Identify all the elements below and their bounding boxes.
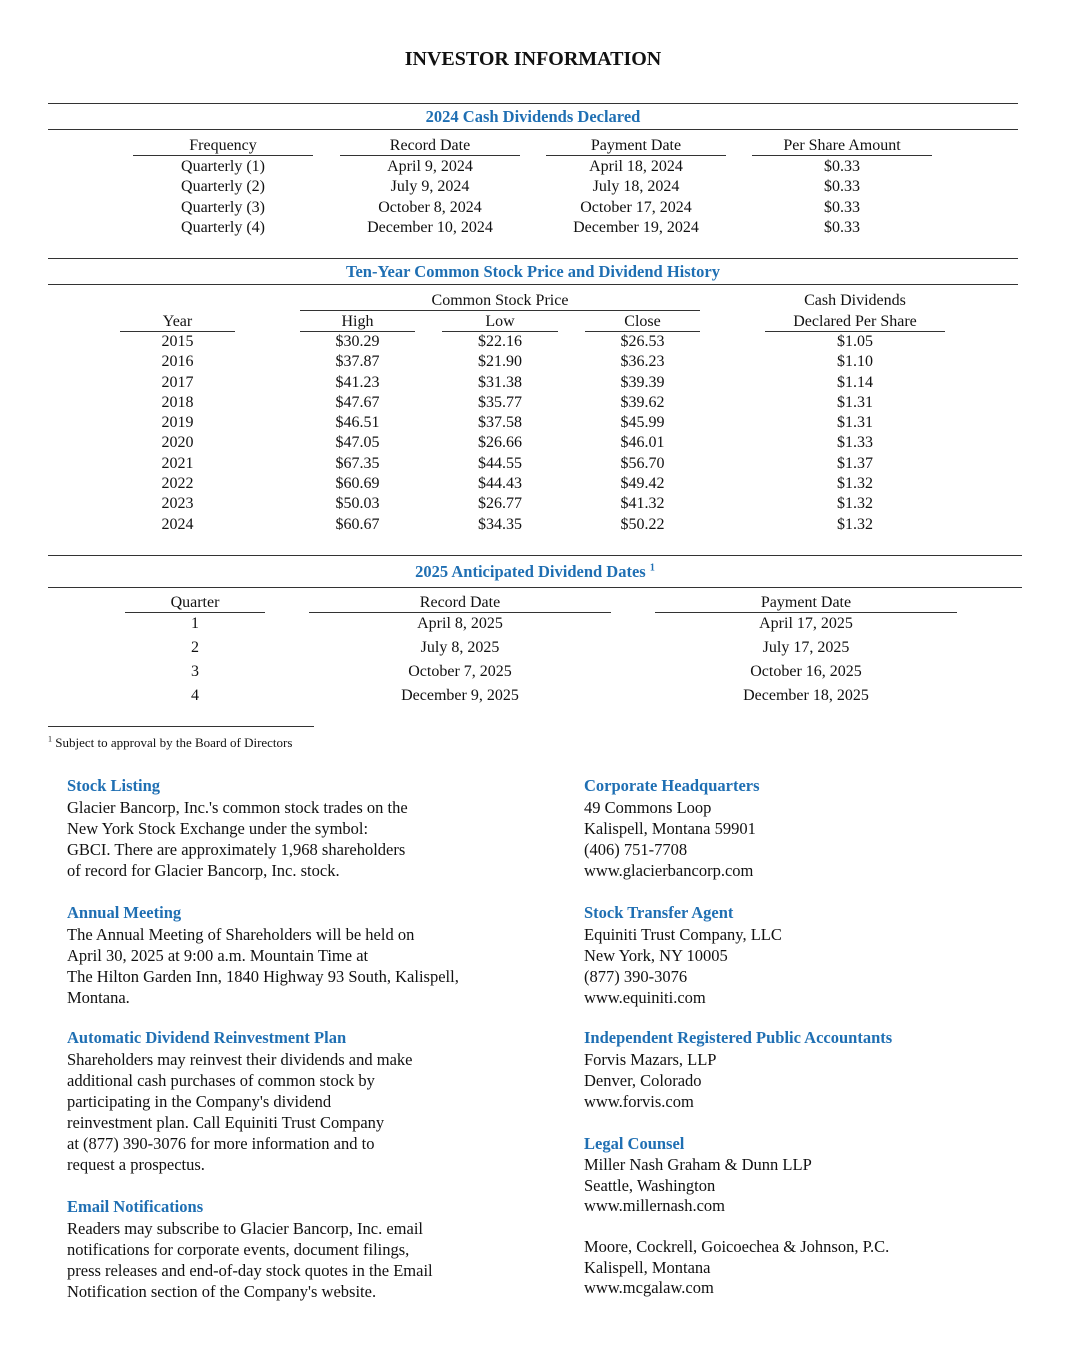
- section-title: Corporate Headquarters: [584, 776, 760, 795]
- table-cell: $1.31: [837, 414, 873, 432]
- section-body: Readers may subscribe to Glacier Bancorp, Inc. email notifications for corporate events, document filings, press releases and end-of-day stock quotes in the Email Notification section of the Company's website.: [67, 1219, 433, 1301]
- table-cell: April 9, 2024: [387, 158, 473, 175]
- section-title: Automatic Dividend Reinvestment Plan: [67, 1028, 347, 1047]
- col-header-quarter: Quarter: [125, 593, 265, 613]
- table-cell: 2016: [161, 353, 194, 371]
- table-cell: $41.23: [335, 373, 380, 391]
- section-corporate-headquarters: [584, 775, 1004, 881]
- table-cell: $37.87: [335, 353, 380, 371]
- table-cell: $22.16: [478, 333, 522, 350]
- section-annual-meeting: [67, 902, 537, 1008]
- table-cell: $60.69: [335, 475, 380, 493]
- section-stock-listing: [67, 775, 537, 881]
- table-cell: $1.32: [837, 475, 873, 493]
- table-cell: April 18, 2024: [589, 158, 683, 175]
- table-cell: $26.77: [478, 495, 522, 513]
- table-cell: 4: [191, 687, 199, 704]
- table-cell: $46.01: [620, 434, 665, 452]
- table-cell: $37.58: [478, 414, 522, 432]
- table-cell: Quarterly (1): [181, 158, 265, 175]
- table-cell: 2023: [161, 495, 194, 513]
- table-cell: 2015: [161, 333, 194, 350]
- section-body: The Annual Meeting of Shareholders will be held on April 30, 2025 at 9:00 a.m. Mountain Time at The Hilton Garden Inn, 1840 Highway 93 South, Kalispell, Montana.: [67, 925, 459, 1007]
- column-high: [300, 332, 415, 535]
- column-record-date: [340, 157, 520, 238]
- footnote-marker: 1: [649, 562, 655, 574]
- divider: [48, 103, 1018, 104]
- divider: [48, 129, 1018, 130]
- section-title: Stock Listing: [67, 776, 161, 795]
- col-header-low: Low: [442, 312, 558, 332]
- table-cell: April 17, 2025: [759, 615, 853, 632]
- column-payment-date: [546, 157, 726, 238]
- section-public-accountants: [584, 1027, 1004, 1112]
- table-cell: 2021: [161, 454, 194, 472]
- table-cell: $67.35: [335, 454, 380, 472]
- table-cell: 2024: [161, 515, 194, 533]
- col-header-year: Year: [120, 312, 235, 332]
- section-heading-history: Ten-Year Common Stock Price and Dividend History: [345, 262, 720, 281]
- table-cell: 2019: [161, 414, 194, 432]
- table-cell: Quarterly (4): [181, 218, 265, 236]
- table-cell: $39.62: [620, 393, 665, 411]
- table-cell: $44.43: [478, 475, 522, 493]
- divider: [48, 555, 1022, 556]
- table-cell: $1.33: [837, 434, 873, 452]
- footnote: [48, 735, 292, 751]
- divider: [48, 258, 1018, 259]
- column-quarter: [125, 612, 265, 708]
- table-cell: $45.99: [620, 414, 665, 432]
- table-cell: $39.39: [620, 373, 665, 391]
- table-cell: $26.53: [620, 333, 665, 350]
- section-email-notifications: [67, 1196, 537, 1302]
- section-stock-transfer-agent: [584, 902, 1004, 1008]
- col-header-payment-date: Payment Date: [546, 136, 726, 156]
- table-cell: $60.67: [335, 515, 380, 533]
- table-cell: October 16, 2025: [750, 663, 862, 680]
- table-cell: $44.55: [478, 454, 522, 472]
- table-cell: 2017: [161, 373, 194, 391]
- section-title: Email Notifications: [67, 1197, 204, 1216]
- section-heading-anticipated-2025: [48, 562, 1022, 582]
- col-header-declared: Declared Per Share: [765, 312, 945, 332]
- table-cell: $30.29: [335, 333, 380, 350]
- table-cell: Quarterly (2): [181, 178, 265, 196]
- table-cell: 2: [191, 639, 199, 656]
- section-body: Shareholders may reinvest their dividends and make additional cash purchases of common stock by participating in the Company's dividend reinvestment plan. Call Equiniti Trust Company at (877) 390-3076 for more information and to request a prospectus.: [67, 1050, 413, 1174]
- col-header-high: High: [300, 312, 415, 332]
- section-body: Glacier Bancorp, Inc.'s common stock trades on the New York Stock Exchange under the symbol: GBCI. There are approximately 1,968 shareholders of record for Glacier Bancorp, Inc. stock.: [67, 798, 408, 880]
- column-payment-date-2025: [655, 612, 957, 708]
- section-title: Annual Meeting: [67, 903, 182, 922]
- section-title: Stock Transfer Agent: [584, 903, 734, 922]
- section-body: Miller Nash Graham & Dunn LLP Seattle, Washington www.millernash.com Moore, Cockrell, Goicoechea & Johnson, P.C. Kalispell, Montana www.mcgalaw.com: [584, 1155, 890, 1297]
- table-cell: 1: [191, 615, 199, 632]
- table-cell: $1.32: [837, 515, 873, 533]
- table-cell: July 18, 2024: [592, 178, 680, 196]
- table-cell: $1.10: [837, 353, 873, 371]
- table-cell: $56.70: [620, 454, 665, 472]
- table-cell: $36.23: [620, 353, 665, 371]
- section-legal-counsel: [584, 1133, 1004, 1299]
- column-frequency: [133, 157, 313, 238]
- col-header-record-date-2025: Record Date: [309, 593, 611, 613]
- table-cell: October 17, 2024: [580, 198, 692, 216]
- table-cell: $21.90: [478, 353, 522, 371]
- table-cell: July 9, 2024: [390, 178, 470, 196]
- section-body: Equiniti Trust Company, LLC New York, NY 10005 (877) 390-3076 www.equiniti.com: [584, 925, 782, 1007]
- column-record-date-2025: [309, 612, 611, 708]
- col-header-per-share: Per Share Amount: [752, 136, 932, 156]
- table-cell: $49.42: [620, 475, 665, 493]
- table-cell: $1.05: [837, 333, 873, 350]
- col-header-record-date: Record Date: [340, 136, 520, 156]
- table-cell: $31.38: [478, 373, 522, 391]
- table-cell: 3: [191, 663, 199, 680]
- table-cell: $26.66: [478, 434, 522, 452]
- table-cell: $0.33: [824, 158, 860, 175]
- table-cell: $0.33: [824, 178, 860, 196]
- col-header-payment-date-2025: Payment Date: [655, 593, 957, 613]
- section-heading-dividends-2024: 2024 Cash Dividends Declared: [425, 107, 641, 126]
- table-cell: December 9, 2025: [401, 687, 519, 704]
- table-cell: $0.33: [824, 218, 860, 236]
- section-body: 49 Commons Loop Kalispell, Montana 59901 (406) 751-7708 www.glacierbancorp.com: [584, 798, 756, 880]
- section-body: Forvis Mazars, LLP Denver, Colorado www.forvis.com: [584, 1050, 717, 1111]
- table-cell: $1.14: [837, 373, 873, 391]
- table-cell: April 8, 2025: [417, 615, 503, 632]
- table-cell: 2020: [161, 434, 194, 452]
- table-cell: $1.37: [837, 454, 873, 472]
- table-cell: 2018: [161, 393, 194, 411]
- table-cell: October 8, 2024: [378, 198, 482, 216]
- table-cell: July 8, 2025: [420, 639, 500, 656]
- table-cell: Quarterly (3): [181, 198, 265, 216]
- section-title: Legal Counsel: [584, 1134, 685, 1153]
- group-header-dividends: Cash Dividends: [804, 292, 906, 309]
- table-cell: $50.03: [335, 495, 380, 513]
- table-cell: $41.32: [620, 495, 665, 513]
- table-cell: $35.77: [478, 393, 522, 411]
- column-per-share: [752, 157, 932, 238]
- column-year: [120, 332, 235, 535]
- divider: [48, 587, 1022, 588]
- page-title: INVESTOR INFORMATION: [404, 48, 662, 70]
- table-cell: $1.31: [837, 393, 873, 411]
- table-cell: $47.67: [335, 393, 380, 411]
- footnote-mark: 1: [48, 734, 52, 744]
- table-cell: 2022: [161, 475, 194, 493]
- divider: [48, 284, 1018, 285]
- group-header-price: Common Stock Price: [300, 291, 700, 311]
- table-cell: $0.33: [824, 198, 860, 216]
- column-declared: [765, 332, 945, 535]
- table-cell: October 7, 2025: [408, 663, 512, 680]
- section-dividend-reinvestment: [67, 1027, 537, 1175]
- table-cell: July 17, 2025: [762, 639, 850, 656]
- table-cell: December 18, 2025: [743, 687, 869, 704]
- section-title: Independent Registered Public Accountants: [584, 1028, 893, 1047]
- table-cell: $34.35: [478, 515, 522, 533]
- table-cell: $50.22: [620, 515, 665, 533]
- footnote-rule: [48, 726, 314, 727]
- column-low: [442, 332, 558, 535]
- column-close: [585, 332, 700, 535]
- table-cell: $47.05: [335, 434, 380, 452]
- table-cell: December 19, 2024: [573, 218, 699, 236]
- footnote-text: Subject to approval by the Board of Directors: [55, 735, 293, 750]
- table-cell: $46.51: [335, 414, 380, 432]
- col-header-frequency: Frequency: [133, 136, 313, 156]
- table-cell: $1.32: [837, 495, 873, 513]
- table-cell: December 10, 2024: [367, 218, 493, 236]
- col-header-close: Close: [585, 312, 700, 332]
- section-heading-text: 2025 Anticipated Dividend Dates: [415, 562, 646, 581]
